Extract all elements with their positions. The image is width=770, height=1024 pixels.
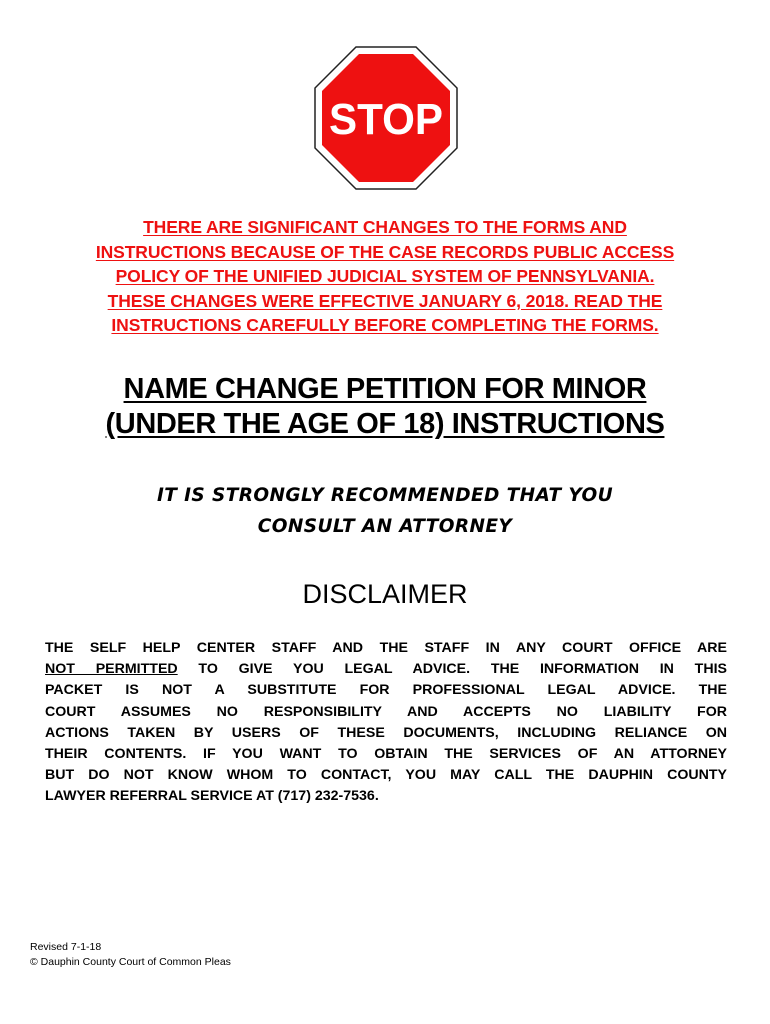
disclaimer-line: COURT ASSUMES NO RESPONSIBILITY AND ACCEPTS NO LIABILITY FOR — [45, 703, 727, 720]
page-title — [20, 372, 750, 442]
stop-sign-label: STOP — [329, 95, 443, 144]
not-permitted-emphasis: NOT PERMITTED — [45, 661, 178, 678]
recommendation-line: IT IS STRONGLY RECOMMENDED THAT YOU — [156, 485, 614, 506]
disclaimer-line: ACTIONS TAKEN BY USERS OF THESE DOCUMENTS, INCLUDING RELIANCE ON — [45, 724, 727, 741]
title-line: (UNDER THE AGE OF 18) INSTRUCTIONS — [105, 408, 665, 440]
revision-date: Revised 7-1-18 — [30, 941, 102, 953]
stop-sign-icon — [313, 45, 459, 191]
records-policy-notice — [30, 215, 740, 338]
disclaimer-line: THE SELF HELP CENTER STAFF AND THE STAFF IN ANY COURT OFFICE ARE — [45, 640, 727, 656]
disclaimer-line-rest: TO GIVE YOU LEGAL ADVICE. THE INFORMATION IN THIS — [177, 661, 727, 678]
page-footer — [30, 940, 231, 969]
attorney-recommendation — [40, 480, 730, 542]
notice-line: INSTRUCTIONS CAREFULLY BEFORE COMPLETING THE FORMS. — [111, 315, 659, 336]
disclaimer-line — [45, 659, 727, 680]
disclaimer-heading: DISCLAIMER — [302, 579, 468, 609]
disclaimer-line: PACKET IS NOT A SUBSTITUTE FOR PROFESSIONAL LEGAL ADVICE. THE — [45, 682, 727, 699]
disclaimer-line: BUT DO NOT KNOW WHOM TO CONTACT, YOU MAY CALL THE DAUPHIN COUNTY — [45, 767, 727, 784]
copyright-notice: © Dauphin County Court of Common Pleas — [30, 955, 231, 968]
notice-line: POLICY OF THE UNIFIED JUDICIAL SYSTEM OF PENNSYLVANIA. — [115, 266, 655, 287]
disclaimer-line: LAWYER REFERRAL SERVICE AT (717) 232-7536. — [45, 788, 379, 805]
disclaimer-body — [45, 638, 727, 808]
notice-line: THESE CHANGES WERE EFFECTIVE JANUARY 6, 2018. READ THE — [107, 290, 663, 311]
disclaimer-line: THEIR CONTENTS. IF YOU WANT TO OBTAIN THE SERVICES OF AN ATTORNEY — [45, 746, 727, 763]
title-line: NAME CHANGE PETITION FOR MINOR — [123, 373, 647, 405]
notice-line: THERE ARE SIGNIFICANT CHANGES TO THE FORMS AND — [143, 217, 627, 237]
notice-line: INSTRUCTIONS BECAUSE OF THE CASE RECORDS PUBLIC ACCESS — [95, 241, 675, 262]
recommendation-line: CONSULT AN ATTORNEY — [257, 516, 513, 537]
